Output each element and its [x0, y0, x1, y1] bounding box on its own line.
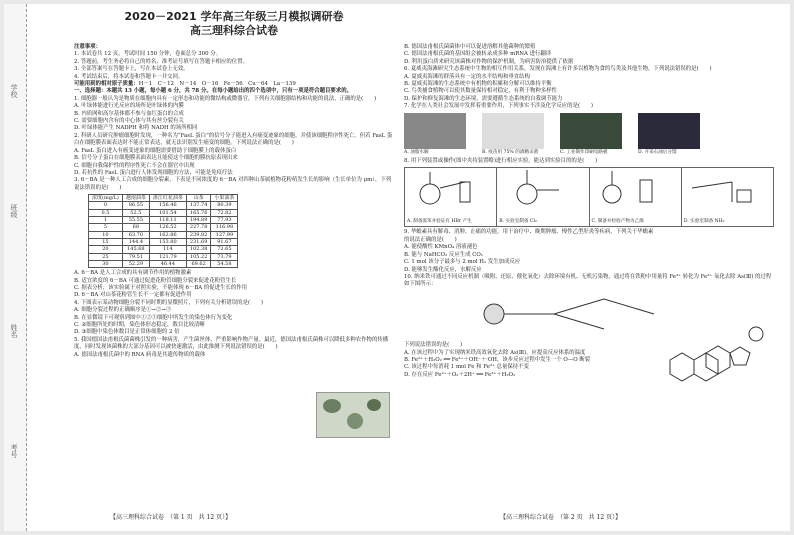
page-footer-right: 【高三理科综合试卷 （第 2 页 共 12 页）】: [500, 514, 622, 521]
side-label-name: 姓名: [10, 324, 18, 338]
question-3-stem: 3. 6－BA 是一种人工合成的细胞分裂素，下表是不同浓度的 6－BA 对四种山茶属植物花粉萌发生长的影响（生长单位为 μm），下列说法错误的是( ): [74, 177, 392, 191]
exam-subtitle: 高三理科综合试卷: [190, 24, 278, 37]
option: B. Fe²⁺＋H₂O₂ ══ Fe³⁺＋OH⁻＋·OH，该步反应过程中发生一个 O—O 断裂: [404, 356, 591, 363]
question-2-stem: 2. 科研人员研究肿瘤细胞时发现，一种名为“FasL 蛋白”的信号分子能进入有癌变迹象的细胞，并使该细胞程序性死亡。但若 FasL 蛋白在细胞膜表面表达时不能正常表达，就无法识别发生癌变的细胞。下列说法正确的是( ): [74, 132, 393, 147]
exam-title: 2020－2021 学年高三年级三月模拟调研卷: [124, 10, 344, 23]
option: D. ③细胞中染色体数目是正常体细胞的 2 倍: [74, 329, 180, 336]
table-row: 0 86.55 156.46 137.74 80.39: [89, 202, 238, 209]
photo-caption: B. 疫苗用 75% 的酒精杀菌: [482, 149, 539, 155]
table-row: 10 63.70 162.86 239.82 127.99: [89, 231, 238, 238]
photo-caption: D. 开采石油后分馏: [638, 149, 677, 155]
alcohol-spray-photo: [482, 113, 544, 149]
molecule-structure-image: [660, 320, 770, 390]
option: C. ②细胞所处的时期，染色体形态稳定，数目比较清晰: [74, 321, 205, 328]
option: C. 据表分析，该实验属于对照实验，不能体现 6－BA 的促进生长的作用: [74, 284, 248, 291]
table-row: 15 144.4 153.80 231.69 91.67: [89, 238, 238, 245]
option: C. 德国法甫根氏菌的基因组会被转录成多种 mRNA 进行翻译: [404, 51, 552, 58]
option: A. 在该过程中为了实现纳米铁高效氧化去除 As(Ⅲ)，应提高反应体系的温度: [404, 349, 586, 356]
flask-drawing: [497, 168, 577, 208]
option: A. 能使酸性 KMnO₄ 溶液褪色: [404, 244, 478, 251]
table-row: 0.5 52.5 101.54 165.76 72.82: [89, 209, 238, 216]
option: C. 需要细胞内含有的中心体与其有丝分裂有关: [74, 118, 184, 125]
circuit-board-photo: [560, 113, 622, 149]
option: B. 能与 NaHCO₃ 反应生成 CO₂: [404, 251, 483, 258]
tube-drawing: [682, 168, 762, 208]
photo-caption: C. 工业制作印刷电路板: [560, 149, 608, 155]
table-row: 20 145.68 114 102.38 72.65: [89, 246, 238, 253]
option: D. 6－BA 对山茶花粉管生长不一定都有促进作用: [74, 292, 192, 299]
question-1-stem: 1. 细胞器一般认为是物质在细胞内具有一定形态和功能的微结构或微器官，下列有关细胞器结构和功能的说法，正确的是( ): [74, 95, 377, 102]
atomic-mass-line: 可能用到的相对原子质量：H－1 C－12 N－14 O－16 Fe－56 Cu－64 La－139: [74, 81, 296, 88]
section-heading: 一、选择题：本题共 13 小题，每小题 6 分，共 78 分。在每小题给出的四个选项中，只有一项是符合题目要求的。: [74, 88, 352, 95]
side-label-number: 考号: [10, 444, 18, 458]
apparatus-caption: C. 制备并检验产物为乙烯: [591, 219, 644, 225]
binding-margin: [4, 4, 27, 531]
reaction-mechanism-diagram: [464, 289, 684, 339]
sub-question: 下列说法错误的是( ): [404, 342, 463, 349]
flask-drawing: [590, 168, 670, 208]
table-row: 30 52.29 46.44 69.62 54.58: [89, 260, 238, 267]
note-item: 3. 全部答案写在答题卡上，写在本试卷上无效。: [74, 66, 189, 73]
question-10-stem: 10. 纳米铁可通过不同反应机制（吸附、还原、催化氧化）去除环境有机、无机污染物，通过将在铁粉中用量将 Fe³⁺ 转化为 Fe²⁺ 氧化去除 As(Ⅲ) 的过程如下图所示：: [404, 273, 772, 288]
option: D. 保护和修复海滩的生态环境，需要遵循生态系统的自我调节能力: [404, 95, 563, 102]
option: A. 细胞分裂过程的正确顺序是①→②→③: [74, 307, 172, 314]
flask-drawing: [405, 168, 485, 208]
option: A. 6－BA 是人工合成的具有调节作用的植物激素: [74, 270, 192, 277]
oil-photo: [404, 113, 466, 149]
option: C. 该过程中每消耗 1 mol Fe 和 Fe³⁺ 总量保持不变: [404, 364, 529, 371]
question-7-stem: 7. 化学在人类社会发展中发挥着重要作用，下列事实不涉及化学反应的是( ): [404, 103, 593, 110]
apparatus-a: [405, 168, 497, 226]
apparatus-figure: [404, 167, 774, 227]
page-footer-left: 【高三理科综合试卷 （第 1 页 共 12 页）】: [110, 514, 232, 521]
photo-row: [404, 113, 774, 156]
apparatus-caption: A. 制备溴苯并验证有 HBr 产生: [407, 219, 472, 225]
option: D. 能够发生酯化反应，水解反应: [404, 266, 482, 273]
oil-rig-photo: [638, 113, 700, 149]
data-table: [88, 194, 238, 268]
option: A. 德国法甫根氏菌中的 RNA 病毒是其遗传物质的载体: [74, 351, 206, 358]
note-item: 2. 答题前，考生务必将自己的姓名、准考证号填写在答题卡相应的位置。: [74, 58, 248, 65]
option: B. 内质网和高尔基体都不参与血红蛋白的合成: [74, 110, 184, 117]
option: D. 存在反应 Fe²⁺＋O₂＋2H⁺ ══ Fe³⁺＋H₂O₂: [404, 371, 516, 378]
photo-caption: A. 油脂水解: [404, 149, 429, 155]
option: C. 鸟类捕食植物可以使其数量保持相对稳定，有利于物种多样性: [404, 88, 557, 95]
option: A. 夏威夷海滩的群落具有一定的水平结构和垂直结构: [404, 73, 530, 80]
question-6-stem: 6. 夏威夷海滩研究生态系统中生物的相互作用关系，发现在海滩上有许多以植物为食的鸟类及其他生物，下列说法错误的是( ): [404, 66, 712, 73]
option: B. 在显微镜下可观察到图中①②③细胞中所发生的染色体行为变化: [74, 314, 233, 321]
question-4-stem: 4. 下图表示某动物细胞分裂不同时期的显微照片，下列有关分析错误的是( ): [74, 299, 263, 306]
option: B. 德国法甫根氏菌菌体中可以促进溶解其他菌种的繁殖: [404, 44, 536, 50]
option: D. 叶绿体能产生 NADPH 和将 NADH 的场所相同: [74, 125, 198, 132]
side-label-class: 班级: [10, 204, 18, 218]
apparatus-d: [682, 168, 773, 226]
apparatus-b: [497, 168, 589, 226]
option: B. 信号分子蛋白在细胞膜表面表达且能使这个细胞的膜抗原表现出来: [74, 155, 238, 162]
question-5-stem: 5. 我国德国法甫根氏菌菌株引发的一种病害，产生菌丝体，严重影响作物产量。最近，德国法甫根氏菌株可以降低多种农作物的传播度，同时发现该菌株的大部分基因可以被快速激活，由此推测下列说法错误的是( ): [74, 336, 389, 351]
table-header-row: 浓度(mg/L) 越南油茶 浙江红花油茶 山茶 小果油茶: [89, 195, 238, 202]
question-9-stem: 9. 华蟾素具有解毒、消肿、止痛的功能，用于治疗中、晚期肿瘤、慢性乙型肝炎等疾病，下列关于华蟾素的说法正确的是( ): [404, 229, 654, 243]
note-item: 1. 本试卷共 12 页，考试时间 150 分钟，卷面总分 300 分。: [74, 51, 221, 58]
notes-heading: 注意事项：: [74, 44, 101, 50]
option: D. 若抗性的 FasL 蛋白进行人体发现细胞的方法，可能是免疫疗法: [74, 169, 233, 176]
table-row: 5 68 126.52 227.78 116.98: [89, 224, 238, 231]
left-column: [74, 44, 394, 359]
option: C. 细胞自我保护性的程序性死亡不会在器官中出现: [74, 162, 195, 169]
option: C. 1 mol 该分子最多与 2 mol H₂ 发生加成反应: [404, 259, 521, 266]
option: B. 夏威夷海滩的生态系统中有机物的积累和分解可以维持平衡: [404, 81, 552, 88]
option: A. 叶绿体能进行光反应的场所是叶绿体的内膜: [74, 103, 184, 110]
option: D. 利用蛋白质来研究该菌株对作物的保护机制，为病害防治提供了依据: [404, 58, 574, 65]
apparatus-caption: B. 实验室制备 Cl₂: [499, 219, 537, 225]
note-item: 4. 考试结束后，将本试卷和答题卡一并交回。: [74, 73, 184, 80]
question-8-stem: 8. 用下列装置或操作(图中夹持装置略)进行相应实验，能达到实验目的的是( ): [404, 158, 598, 165]
apparatus-caption: D. 实验室制备 NH₃: [683, 219, 725, 225]
side-label-school: 学校: [10, 84, 18, 98]
apparatus-c: [590, 168, 682, 226]
option: B. 适宜浓度的 6－BA 可通过促进花粉管细胞分裂来促进花粉管生长: [74, 277, 237, 284]
table-row: 1 55.55 118.11 194.89 77.93: [89, 217, 238, 224]
cell-micrograph-image: [316, 392, 390, 438]
table-row: 25 79.51 121.79 105.22 73.79: [89, 253, 238, 260]
option: A. FasL 蛋白进入有癌变迹象的细胞需要借助于细胞膜上的载体蛋白: [74, 147, 237, 154]
